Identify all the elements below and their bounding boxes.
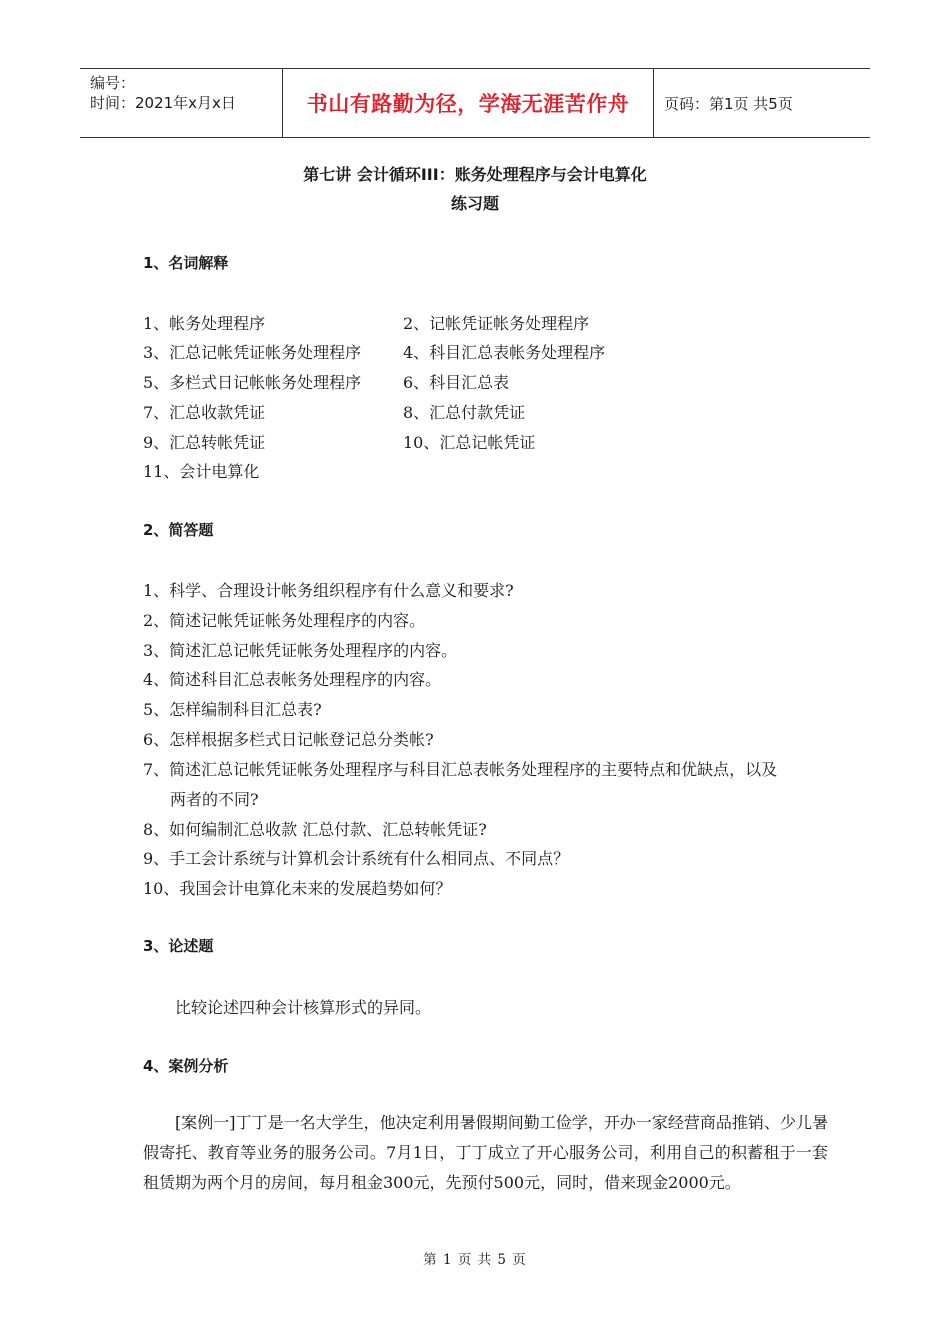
question-item: 9、手工会计系统与计算机会计系统有什么相同点、不同点？ [143, 849, 570, 868]
motto: 书山有路勤为径，学海无涯苦作舟 [306, 92, 630, 116]
case-paragraph: [案例一]丁丁是一名大学生，他决定利用暑假期间勤工俭学，开办一家经营商品推销、少儿暑假寄托、教育等业务的服务公司。7月1日，丁丁成立了开心服务公司，利用自己的积蓄租于一套租赁期为两个月的房间，每月租金300元，先预付500元，同时，借来现金2000元。 [143, 1113, 828, 1192]
question-item: 10、我国会计电算化未来的发展趋势如何？ [143, 879, 452, 898]
question-item: 8、如何编制汇总收款 汇总付款、汇总转帐凭证? [143, 820, 487, 839]
term-item: 1、帐务处理程序 [143, 314, 266, 333]
date-label: 时间：2021年x月x日 [90, 94, 236, 112]
question-item: 7、简述汇总记帐凭证帐务处理程序与科目汇总表帐务处理程序的主要特点和优缺点，以及 [143, 760, 778, 779]
term-item: 2、记帐凭证帐务处理程序 [403, 314, 590, 333]
page-subtitle: 练习题 [450, 194, 499, 213]
term-item: 7、汇总收款凭证 [143, 403, 266, 422]
section-heading-essay: 3、论述题 [143, 937, 214, 955]
term-item: 3、汇总记帐凭证帐务处理程序 [143, 343, 362, 362]
page-info: 页码：第1页 共5页 [664, 94, 793, 113]
question-item: 1、科学、合理设计帐务组织程序有什么意义和要求? [143, 581, 514, 600]
header-box [80, 68, 870, 138]
page-title: 第七讲 会计循环III：账务处理程序与会计电算化 [303, 165, 647, 184]
term-item: 5、多栏式日记帐帐务处理程序 [143, 373, 362, 392]
section-heading-case: 4、案例分析 [143, 1057, 229, 1075]
term-item: 4、科目汇总表帐务处理程序 [403, 343, 606, 362]
question-item: 5、怎样编制科目汇总表? [143, 700, 322, 719]
question-item: 2、简述记帐凭证帐务处理程序的内容。 [143, 611, 426, 630]
question-item: 4、简述科目汇总表帐务处理程序的内容。 [143, 670, 442, 689]
term-item: 9、汇总转帐凭证 [143, 433, 266, 452]
page-footer: 第 1 页 共 5 页 [423, 1252, 527, 1268]
section-heading-terms: 1、名词解释 [143, 254, 229, 272]
section-heading-short: 2、简答题 [143, 521, 214, 539]
header-left-cell [80, 69, 282, 137]
term-item: 8、汇总付款凭证 [403, 403, 526, 422]
question-item: 6、怎样根据多栏式日记帐登记总分类帐? [143, 730, 434, 749]
essay-text: 比较论述四种会计核算形式的异同。 [175, 998, 432, 1017]
question-item-continuation: 两者的不同? [170, 790, 259, 809]
term-item: 10、汇总记帐凭证 [403, 433, 536, 452]
term-item: 11、会计电算化 [143, 462, 260, 481]
term-item: 6、科目汇总表 [403, 373, 510, 392]
number-label: 编号： [90, 74, 136, 92]
header-motto-cell [282, 69, 654, 137]
header-page-cell [654, 69, 870, 137]
question-item: 3、简述汇总记帐凭证帐务处理程序的内容。 [143, 641, 458, 660]
